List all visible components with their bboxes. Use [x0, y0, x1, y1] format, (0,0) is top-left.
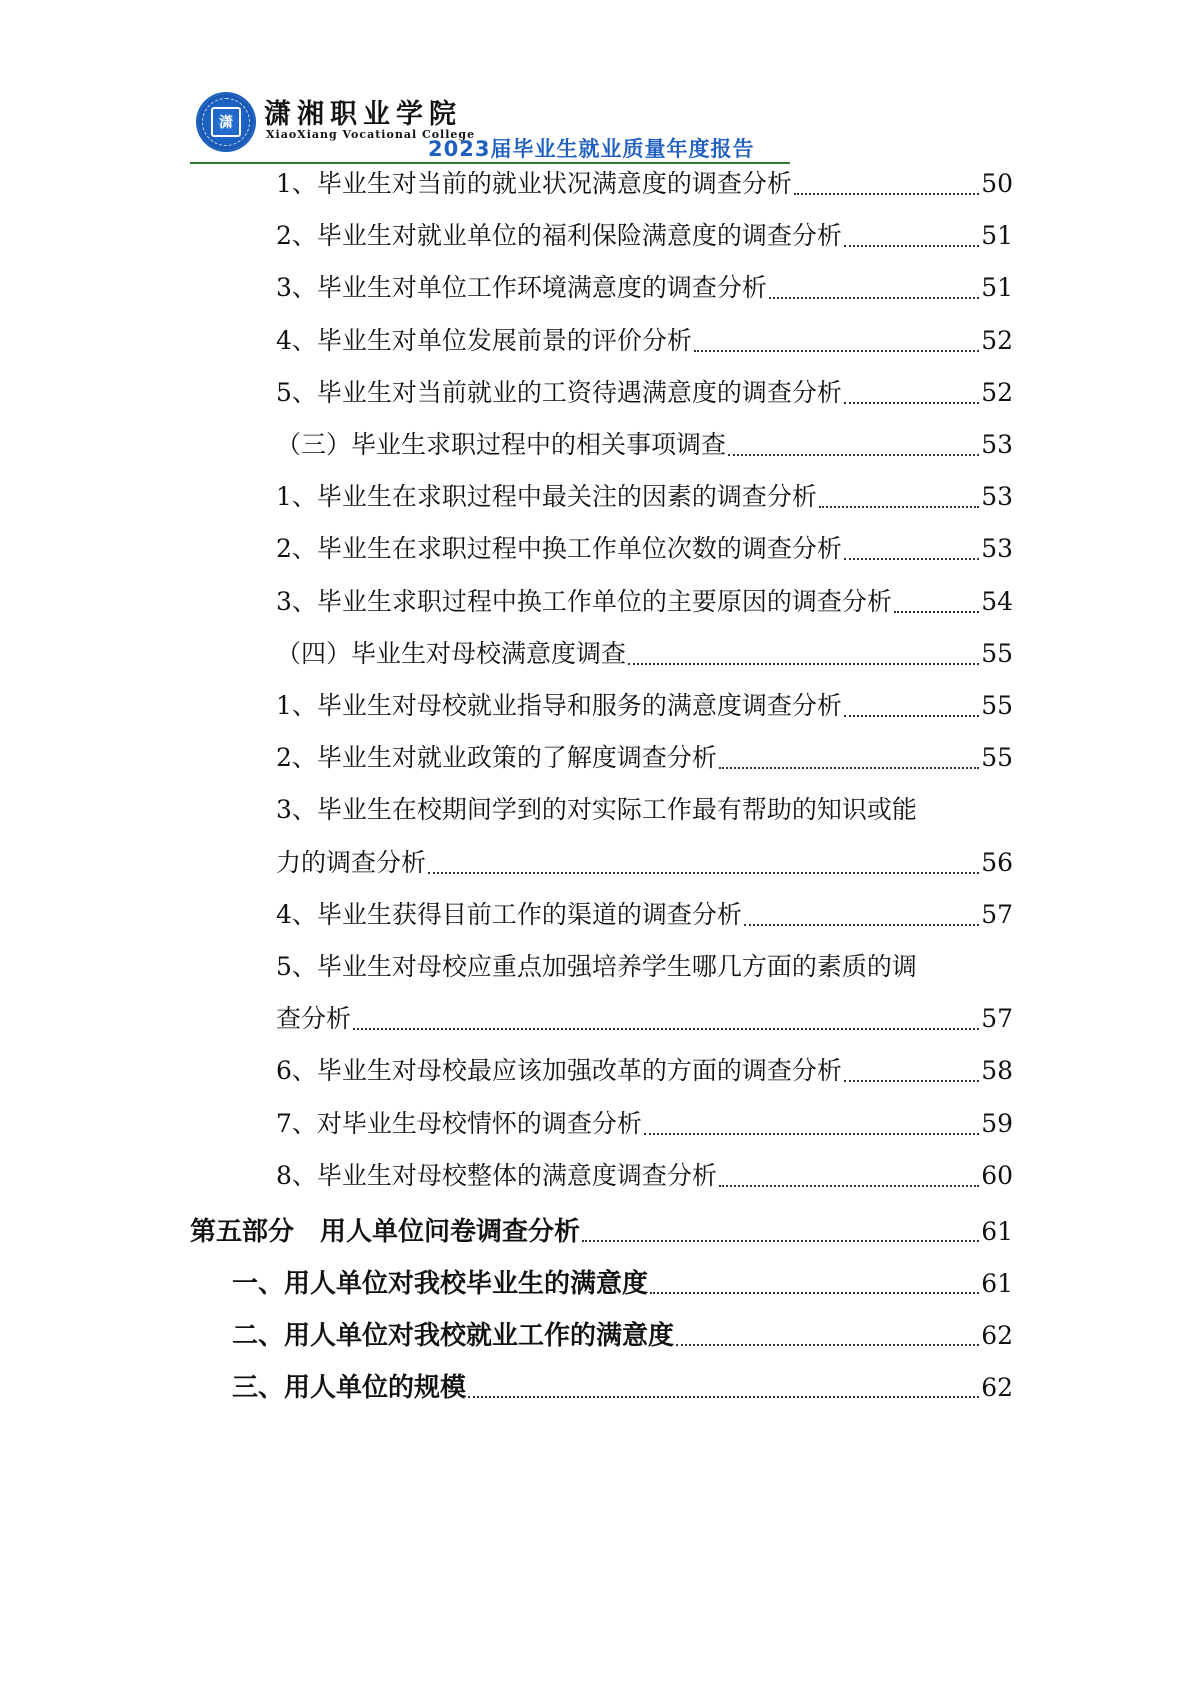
toc-dot-leader: [794, 193, 979, 195]
college-name-en: XiaoXiang Vocational College: [266, 128, 476, 141]
toc-entry[interactable]: [190, 1211, 1013, 1251]
toc-entry[interactable]: [276, 268, 1013, 308]
toc-entry-title: （三）毕业生求职过程中的相关事项调查: [276, 430, 727, 459]
toc-dot-leader: [728, 454, 979, 456]
toc-dot-leader: [719, 767, 979, 769]
toc-entry[interactable]: [276, 321, 1013, 361]
toc-page-number: 61: [981, 1268, 1013, 1298]
toc-entry-title: 查分析: [276, 1004, 352, 1034]
toc-entry[interactable]: [276, 843, 1013, 883]
toc-dot-leader: [719, 1185, 979, 1187]
toc-dot-leader: [844, 558, 979, 560]
toc-entry-title: 1、毕业生对母校就业指导和服务的满意度调查分析: [276, 691, 842, 720]
toc-entry-title: 2、毕业生在求职过程中换工作单位次数的调查分析: [276, 534, 842, 564]
toc-entry-title: 5、毕业生对当前就业的工资待遇满意度的调查分析: [276, 377, 842, 407]
toc-entry[interactable]: [276, 582, 1013, 622]
toc-entry[interactable]: [276, 1104, 1013, 1144]
toc-page-number: 56: [981, 847, 1013, 877]
toc-entry[interactable]: [276, 425, 1013, 465]
toc-entry[interactable]: [276, 999, 1013, 1039]
toc-page-number: 51: [981, 221, 1013, 251]
toc-entry-title: 一、用人单位对我校毕业生的满意度: [232, 1268, 649, 1299]
toc-entry-title: 4、毕业生对单位发展前景的评价分析: [276, 325, 692, 355]
toc-entry-title: 7、对毕业生母校情怀的调查分析: [276, 1108, 642, 1138]
toc-entry-text[interactable]: 5、毕业生对母校应重点加强培养学生哪几方面的素质的调: [276, 952, 917, 981]
seal-glyph: 潇: [211, 107, 241, 137]
toc-entry-title: 1、毕业生对当前的就业状况满意度的调查分析: [276, 169, 792, 198]
toc-page-number: 54: [981, 586, 1013, 616]
toc-page-number: 55: [981, 638, 1013, 668]
toc-dot-leader: [650, 1292, 979, 1294]
toc-entry-title: 三、用人单位的规模: [232, 1373, 467, 1404]
toc-page-number: 52: [981, 325, 1013, 355]
toc-entry[interactable]: [276, 373, 1013, 413]
toc-entry[interactable]: [276, 1051, 1013, 1091]
toc-dot-leader: [894, 611, 979, 613]
toc-entry[interactable]: [232, 1367, 1013, 1407]
toc-entry-title: 二、用人单位对我校就业工作的满意度: [232, 1321, 675, 1351]
toc-dot-leader: [694, 350, 979, 352]
toc-page-number: 53: [981, 482, 1013, 512]
toc-page-number: 53: [981, 534, 1013, 564]
toc-page-number: 50: [981, 169, 1013, 198]
toc-page-number: 55: [981, 743, 1013, 773]
toc-dot-leader: [769, 297, 979, 299]
toc-page-number: 55: [981, 691, 1013, 720]
toc-entry[interactable]: [276, 686, 1013, 726]
toc-dot-leader: [582, 1240, 979, 1242]
toc-entry[interactable]: [232, 1263, 1013, 1303]
toc-page-number: 61: [981, 1216, 1013, 1246]
toc-entry[interactable]: [276, 477, 1013, 517]
college-seal-logo: [198, 94, 254, 150]
toc-entry-title: 第五部分 用人单位问卷调查分析: [190, 1216, 581, 1247]
toc-dot-leader: [468, 1396, 979, 1398]
seal-ring: [202, 98, 250, 146]
toc-page-number: 53: [981, 430, 1013, 459]
toc-page-number: 51: [981, 273, 1013, 303]
toc-page-number: 52: [981, 377, 1013, 407]
toc-dot-leader: [353, 1028, 979, 1030]
toc-dot-leader: [644, 1133, 979, 1135]
toc-page-number: 60: [981, 1160, 1013, 1190]
toc-entry-title: 6、毕业生对母校最应该加强改革的方面的调查分析: [276, 1056, 842, 1086]
toc-dot-leader: [676, 1344, 979, 1346]
toc-entry-title: 4、毕业生获得目前工作的渠道的调查分析: [276, 899, 742, 929]
toc-entry-title: 3、毕业生对单位工作环境满意度的调查分析: [276, 273, 767, 303]
toc-entry-title: 3、毕业生求职过程中换工作单位的主要原因的调查分析: [276, 586, 892, 616]
toc-dot-leader: [819, 506, 979, 508]
toc-entry-title: 1、毕业生在求职过程中最关注的因素的调查分析: [276, 482, 817, 512]
toc-page-number: 57: [981, 899, 1013, 929]
toc-entry[interactable]: [276, 216, 1013, 256]
toc-entry-title: 力的调查分析: [276, 847, 427, 877]
toc-page-number: 59: [981, 1108, 1013, 1138]
college-name-cn: 潇湘职业学院: [264, 99, 462, 130]
toc-entry[interactable]: [276, 738, 1013, 778]
toc-page-number: 62: [981, 1321, 1013, 1350]
report-title: 2023届毕业生就业质量年度报告: [428, 137, 755, 161]
toc-entry[interactable]: [232, 1315, 1013, 1355]
toc-dot-leader: [744, 924, 979, 926]
toc-dot-leader: [628, 663, 979, 665]
toc-entry[interactable]: [276, 634, 1013, 674]
toc-entry[interactable]: [276, 529, 1013, 569]
toc-dot-leader: [844, 402, 979, 404]
toc-page-number: 58: [981, 1056, 1013, 1086]
report-header: [190, 88, 790, 168]
toc-entry-title: 2、毕业生对就业单位的福利保险满意度的调查分析: [276, 221, 842, 251]
toc-entry-title: 2、毕业生对就业政策的了解度调查分析: [276, 743, 717, 773]
toc-entry-title: 8、毕业生对母校整体的满意度调查分析: [276, 1160, 717, 1190]
toc-entry[interactable]: [276, 895, 1013, 935]
toc-entry[interactable]: [276, 1156, 1013, 1196]
toc-page-number: 62: [981, 1373, 1013, 1403]
toc-dot-leader: [844, 1080, 979, 1082]
toc-dot-leader: [428, 872, 979, 874]
toc-entry-title: （四）毕业生对母校满意度调查: [276, 638, 627, 668]
toc-entry[interactable]: [276, 164, 1013, 204]
toc-dot-leader: [844, 245, 979, 247]
toc-dot-leader: [844, 715, 979, 717]
toc-entry-text[interactable]: 3、毕业生在校期间学到的对实际工作最有帮助的知识或能: [276, 795, 917, 825]
toc-page-number: 57: [981, 1004, 1013, 1034]
